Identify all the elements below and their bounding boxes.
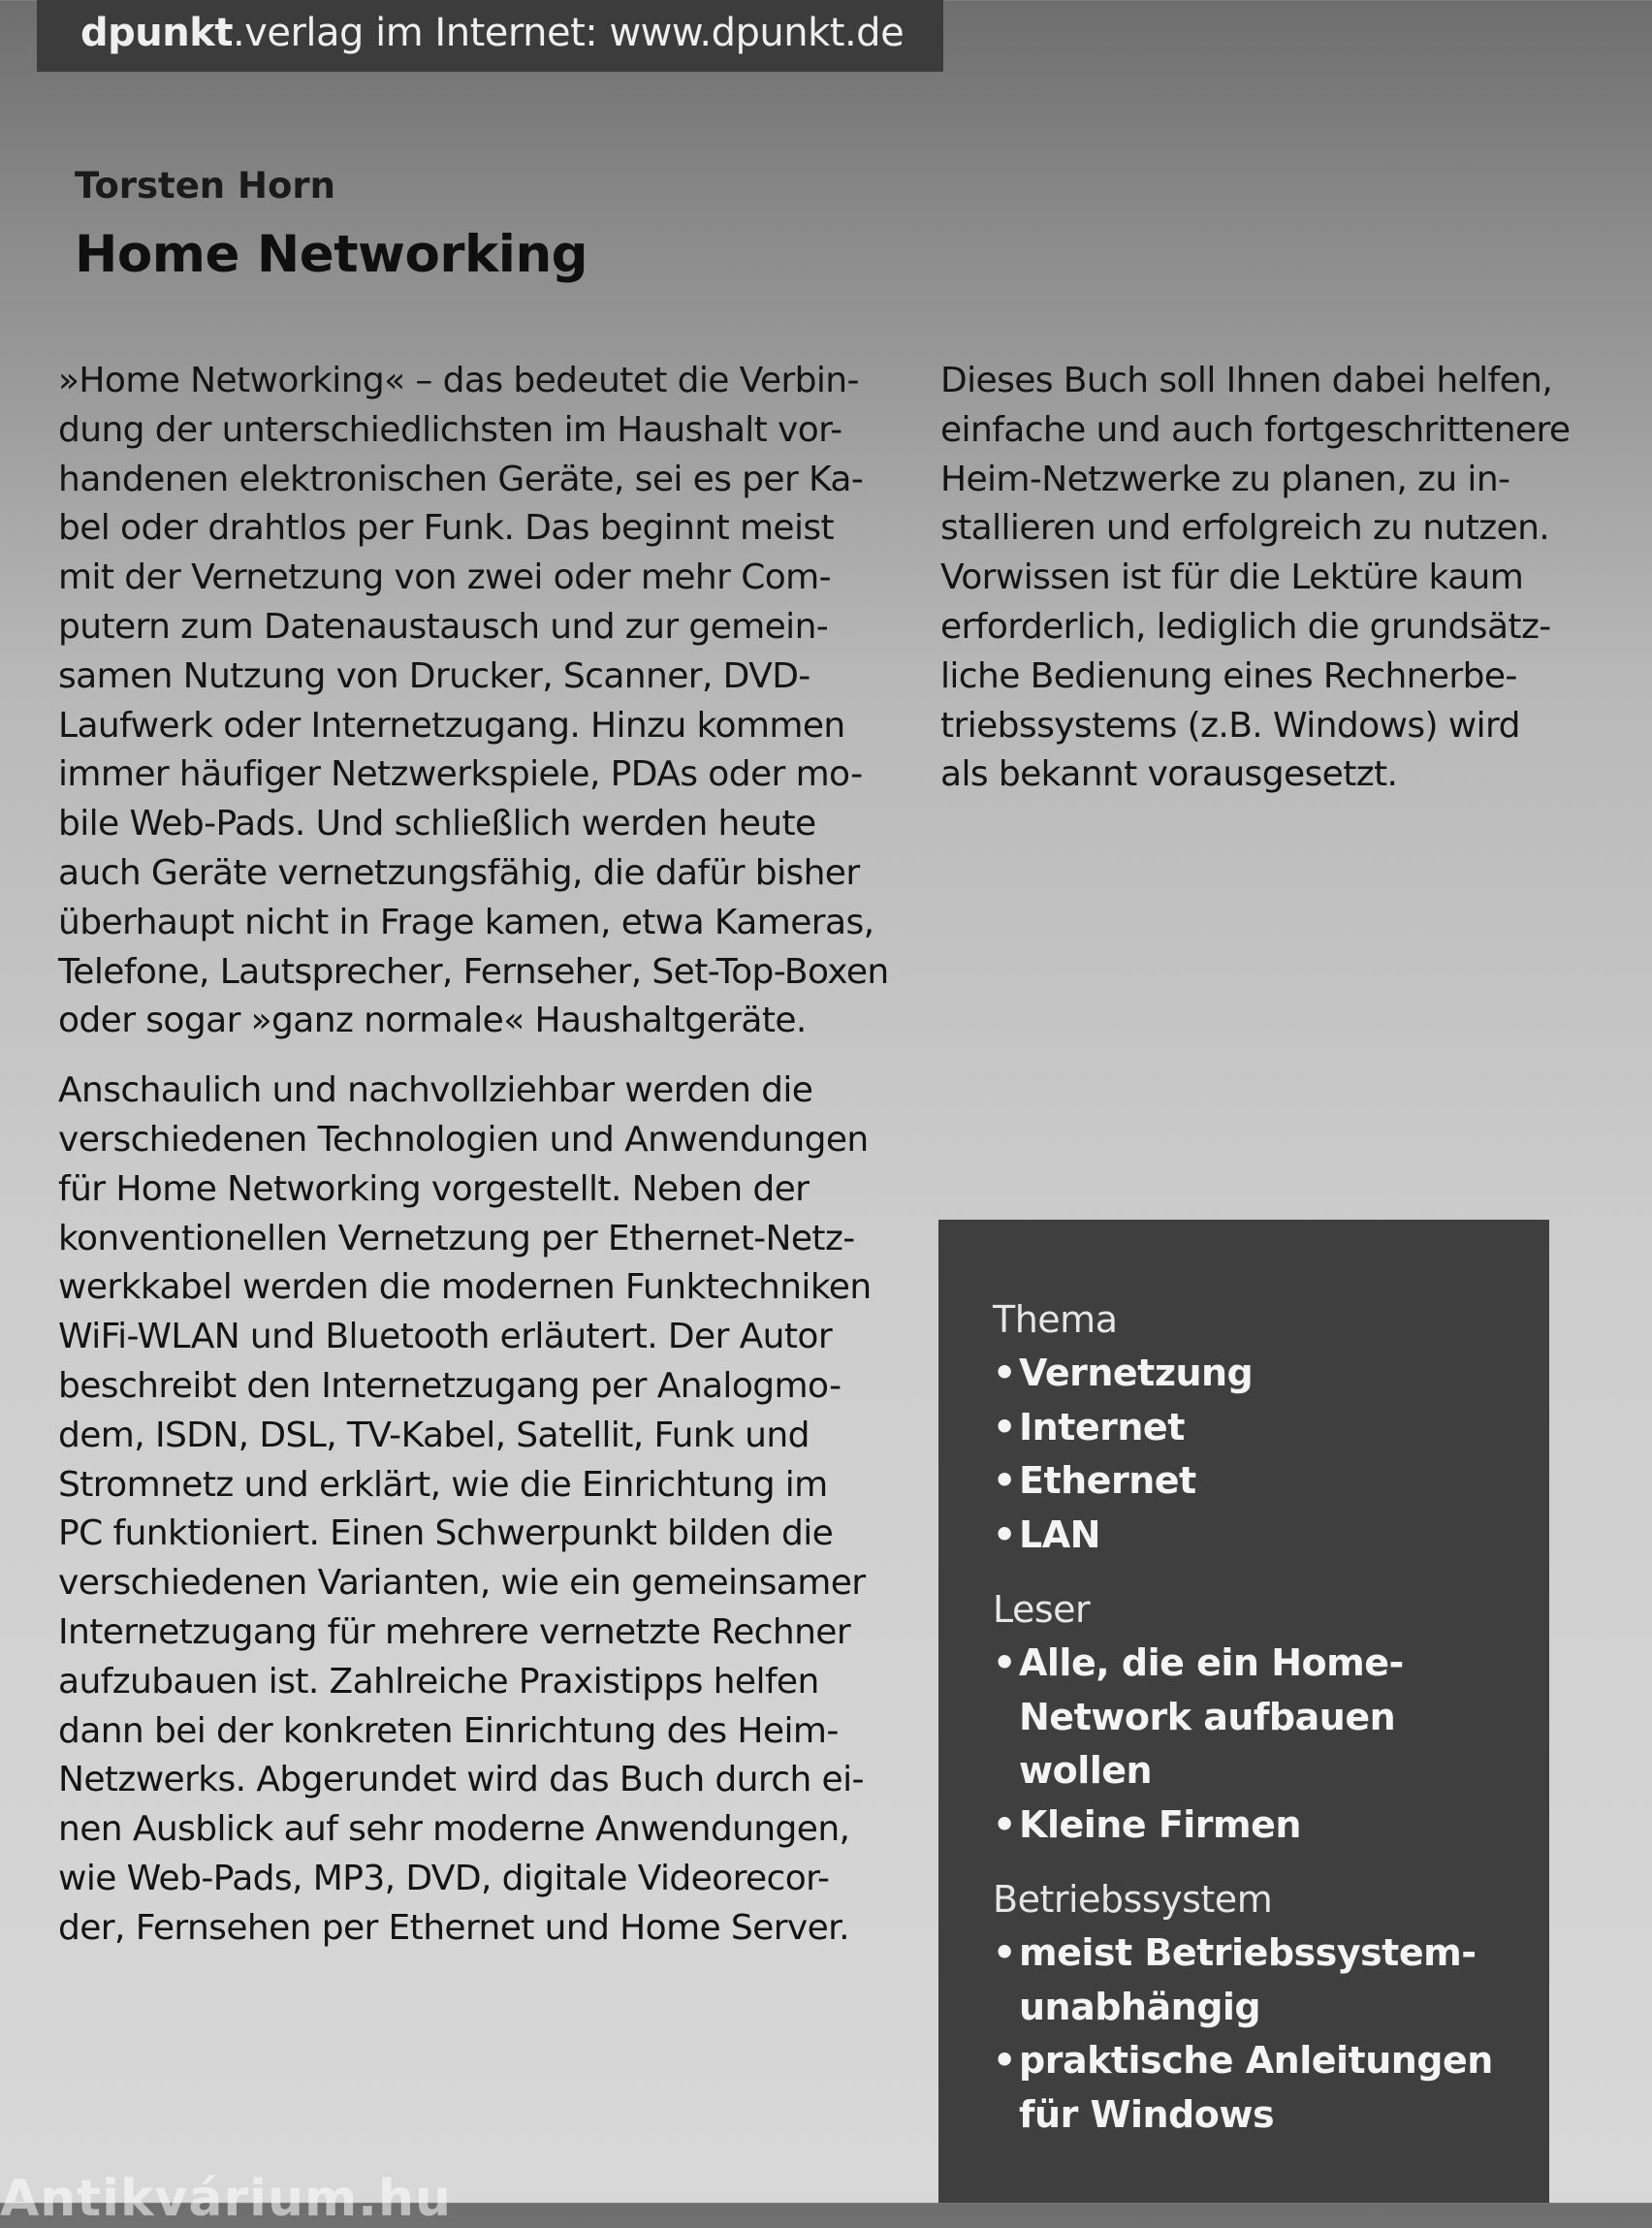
description-right-column (940, 357, 1571, 800)
text-line: putern zum Datenaustausch und zur gemein- (58, 606, 829, 647)
publisher-url-text: .verlag im Internet: www.dpunkt.de (232, 11, 905, 55)
text-line: Heim-Netzwerke zu planen, zu in- (940, 459, 1510, 499)
text-line: liche Bedienung eines Rechnerbe- (940, 655, 1517, 696)
bullet-icon: • (993, 1802, 1016, 1846)
text-line: werkkabel werden die modernen Funktechniken (58, 1267, 872, 1308)
list-item-text: LAN (1019, 1512, 1100, 1556)
list-item (993, 1401, 1530, 1455)
info-section-leser (993, 1583, 1530, 1852)
text-line: bile Web-Pads. Und schließlich werden heute (58, 804, 816, 844)
text-line: »Home Networking« – das bedeutet die Verbin- (58, 361, 859, 400)
info-heading-leser: Leser (993, 1588, 1091, 1631)
text-line: Telefone, Lautsprecher, Fernseher, Set-Top-Boxen (58, 951, 889, 992)
bullet-icon: • (993, 1641, 1016, 1684)
bullet-icon: • (993, 2039, 1016, 2082)
text-line: wie Web-Pads, MP3, DVD, digitale Videorecor- (58, 1858, 830, 1898)
list-item (993, 1454, 1530, 1509)
info-section-thema (993, 1293, 1530, 1562)
text-line: für Home Networking vorgestellt. Neben der (58, 1168, 810, 1209)
description-paragraph-1 (58, 357, 911, 1046)
text-line: verschiedenen Varianten, wie ein gemeinsamer (58, 1563, 866, 1604)
text-line: dem, ISDN, DSL, TV-Kabel, Satellit, Funk und (58, 1415, 810, 1455)
text-line: Vorwissen ist für die Lektüre kaum (940, 557, 1524, 598)
description-left-column (58, 357, 911, 1954)
text-line: erforderlich, lediglich die grundsätz- (940, 606, 1551, 647)
text-line: samen Nutzung von Drucker, Scanner, DVD- (58, 655, 810, 696)
bullet-icon: • (993, 1931, 1016, 1974)
bullet-icon: • (993, 1459, 1016, 1502)
info-list-leser (993, 1637, 1530, 1852)
text-line: PC funktioniert. Einen Schwerpunkt bilden die (58, 1513, 834, 1554)
info-list-thema (993, 1347, 1530, 1562)
text-line: Anschaulich und nachvollziehbar werden die (58, 1070, 813, 1111)
list-item (993, 1926, 1530, 2034)
info-section-betriebssystem (993, 1873, 1530, 2142)
info-heading-betriebssystem: Betriebssystem (993, 1878, 1273, 1921)
author-name: Torsten Horn (75, 165, 335, 207)
text-line: Stromnetz und erklärt, wie die Einrichtung im (58, 1464, 828, 1505)
list-item-text: Kleine Firmen (1019, 1802, 1301, 1846)
text-line: Internetzugang für mehrere vernetzte Rechner (58, 1611, 851, 1652)
text-line: verschiedenen Technologien und Anwendungen (58, 1119, 869, 1160)
description-paragraph-3 (940, 357, 1571, 800)
text-line: WiFi-WLAN und Bluetooth erläutert. Der Autor (58, 1317, 833, 1357)
text-line: oder sogar »ganz normale« Haushaltgeräte. (58, 1001, 807, 1041)
text-line: bel oder drahtlos per Funk. Das beginnt meist (58, 508, 835, 549)
text-line: einfache und auch fortgeschrittenere (940, 409, 1571, 450)
text-line: nen Ausblick auf sehr moderne Anwendungen, (58, 1809, 850, 1850)
publisher-brand: dpunkt (80, 11, 233, 55)
list-item (993, 1798, 1530, 1853)
text-line: beschreibt den Internetzugang per Analogmo- (58, 1365, 842, 1406)
text-line: triebssystems (z.B. Windows) wird (940, 705, 1520, 746)
list-item-text: Vernetzung (1019, 1352, 1254, 1394)
bullet-icon: • (993, 1405, 1016, 1448)
text-line: dann bei der konkreten Einrichtung des Heim- (58, 1710, 839, 1751)
text-line: auch Geräte vernetzungsfähig, die dafür bisher (58, 852, 860, 893)
text-line: Dieses Buch soll Ihnen dabei helfen, (940, 361, 1553, 400)
list-item-text: praktische Anleitungen (1019, 2039, 1493, 2082)
text-line: immer häufiger Netzwerkspiele, PDAs oder mo- (58, 754, 863, 795)
text-line: aufzubauen ist. Zahlreiche Praxistipps helfen (58, 1661, 819, 1702)
bullet-icon: • (993, 1352, 1016, 1394)
list-item-text: für Windows (1019, 2092, 1275, 2136)
watermark: Antikvárium.hu (0, 2170, 452, 2228)
list-item-text: Ethernet (1019, 1459, 1196, 1502)
list-item (993, 1347, 1530, 1401)
info-box (938, 1220, 1549, 2203)
description-paragraph-2 (58, 1066, 911, 1953)
text-line: Netzwerks. Abgerundet wird das Buch durch ei- (58, 1760, 864, 1800)
text-line: als bekannt vorausgesetzt. (940, 754, 1398, 795)
list-item-text: wollen (1019, 1749, 1153, 1792)
text-line: Laufwerk oder Internetzugang. Hinzu kommen (58, 705, 845, 746)
list-item (993, 1509, 1530, 1563)
list-item-text: Internet (1019, 1405, 1185, 1448)
list-item (993, 2034, 1530, 2142)
info-heading-thema: Thema (993, 1298, 1118, 1341)
book-title: Home Networking (75, 225, 588, 284)
list-item-text: unabhängig (1019, 1985, 1261, 2028)
publisher-banner (37, 0, 943, 72)
text-line: der, Fernsehen per Ethernet und Home Server. (58, 1907, 849, 1948)
list-item (993, 1637, 1530, 1798)
text-line: konventionellen Vernetzung per Ethernet-Netz- (58, 1218, 855, 1258)
list-item-text: Alle, die ein Home- (1019, 1641, 1404, 1684)
text-line: überhaupt nicht in Frage kamen, etwa Kameras, (58, 902, 874, 942)
text-line: stallieren und erfolgreich zu nutzen. (940, 508, 1550, 549)
text-line: mit der Vernetzung von zwei oder mehr Com- (58, 557, 832, 598)
list-item-text: meist Betriebssystem- (1019, 1931, 1477, 1974)
info-list-betriebssystem (993, 1926, 1530, 2142)
list-item-text: Network aufbauen (1019, 1695, 1396, 1738)
text-line: dung der unterschiedlichsten im Haushalt vor- (58, 409, 842, 450)
bullet-icon: • (993, 1512, 1016, 1556)
text-line: handenen elektronischen Geräte, sei es per Ka- (58, 459, 864, 499)
